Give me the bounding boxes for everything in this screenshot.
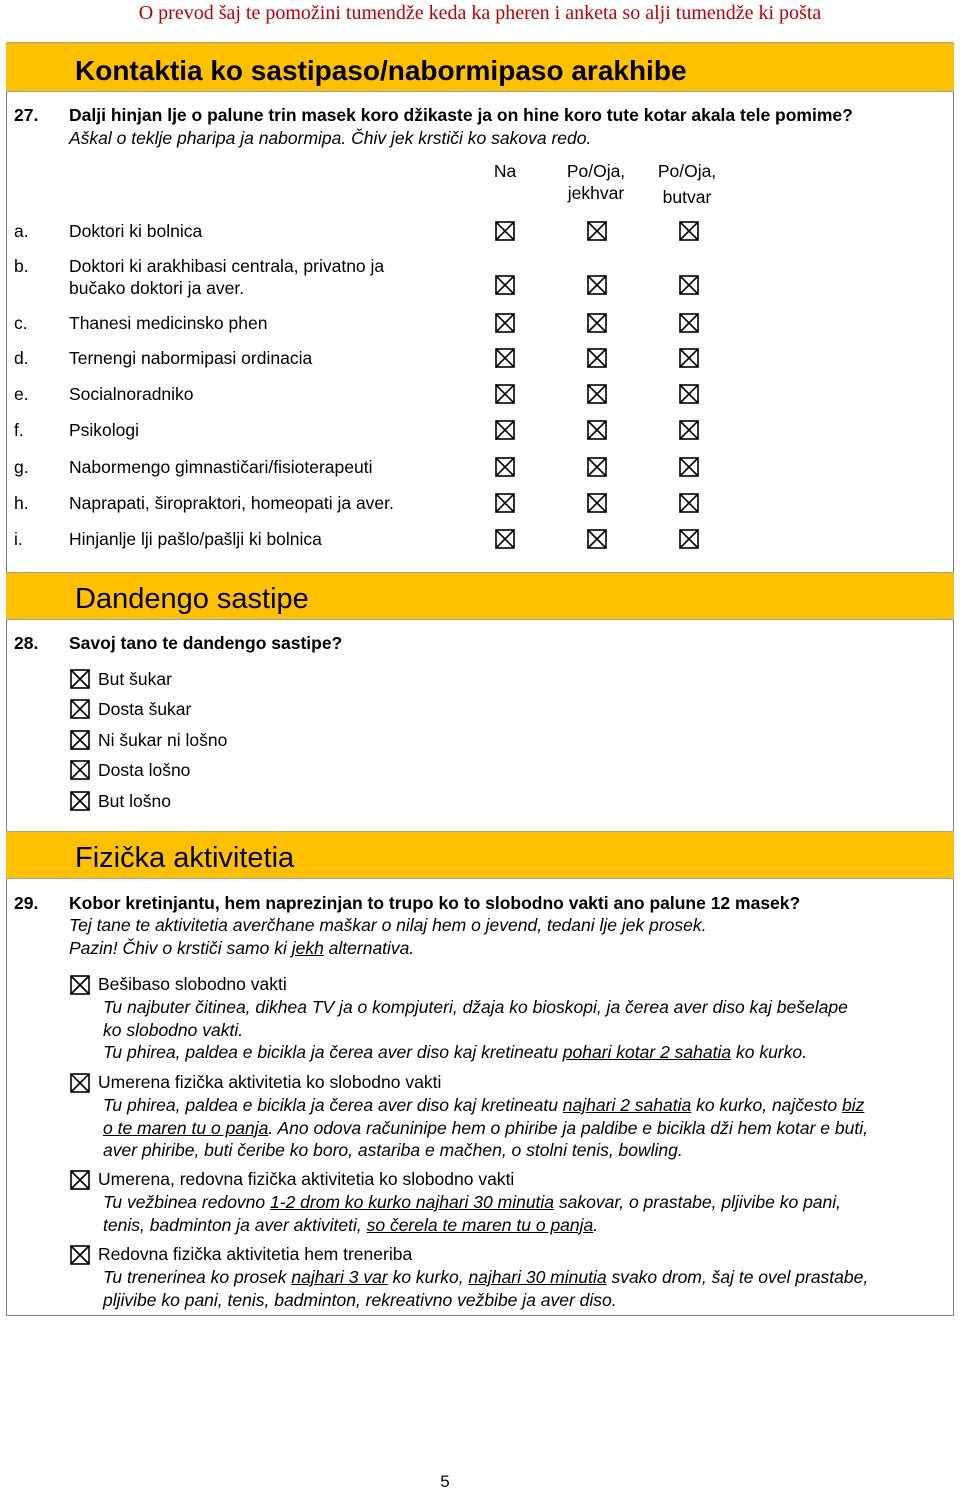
checkbox-often[interactable] [679,221,697,239]
checkbox-often[interactable] [679,457,697,475]
checkbox-na[interactable] [495,275,513,293]
checkbox-often[interactable] [679,420,697,438]
dental-option-checkbox[interactable] [70,669,88,687]
row-label: Thanesi medicinsko phen [69,313,268,333]
checkbox-na[interactable] [495,420,513,438]
checkbox-often[interactable] [679,529,697,547]
checkbox-once[interactable] [587,529,605,547]
dental-option-label: Dosta šukar [98,699,192,719]
checkbox-once[interactable] [587,275,605,293]
row-label: Nabormengo gimnastičari/fisioterapeuti [69,457,373,477]
question-29-number: 29. [14,893,39,913]
checkbox-often[interactable] [679,275,697,293]
option-sedentary-label: Bešibaso slobodno vakti [98,974,287,994]
row-label: Hinjanlje lji pašlo/pašlji ki bolnica [69,529,322,549]
dental-option-label: But lošno [98,791,171,811]
page-number: 5 [440,1472,450,1491]
row-label: Socialnoradniko [69,384,194,404]
checkbox-na[interactable] [495,221,513,239]
checkbox-once[interactable] [587,420,605,438]
question-29-instruction-1: Tej tane te aktivitetia averčhane maškar o nilaj hem o jevend, tedani lje jek prosek. [69,915,707,935]
checkbox-na[interactable] [495,313,513,331]
option-moderate-regular-description: Tu vežbinea redovno 1-2 drom ko kurko najhari 30 minutia sakovar, o prastabe, pljivibe ko pani, tenis, badminton ja aver aktiviteti, so čerela te maren tu o panja. [103,1192,842,1235]
section-band-contacts [6,42,954,92]
question-29-text: Kobor kretinjantu, hem naprezinjan to trupo ko to slobodno vakti ano palune 12 masek? [69,893,801,913]
question-27-number: 27. [14,105,39,125]
checkbox-na[interactable] [495,384,513,402]
row-letter: c. [14,313,28,333]
row-letter: h. [14,493,29,513]
option-moderate-regular-label: Umerena, redovna fizička aktivitetia ko slobodno vakti [98,1169,515,1189]
option-moderate-description: Tu phirea, paldea e bicikla ja čerea aver diso kaj kretineatu najhari 2 sahatia ko kurko, najčesto biz o te maren tu o panja. Ano odova računinipe hem o phiribe ja paldibe e bicikla dži hem kotar e buti, aver phiribe, buti čeribe ko boro, astariba e mačhen, o stolni tenis, bowling. [103,1095,868,1160]
column-header-na: Na [493,161,517,181]
column-header-once: Po/Oja, jekhvar [566,161,626,203]
section-title-contacts: Kontaktia ko sastipaso/nabormipaso arakhibe [75,55,687,86]
row-letter: d. [14,348,29,368]
checkbox-often[interactable] [679,348,697,366]
section-band-activity [6,831,954,879]
row-label: Psikologi [69,420,140,440]
row-label: Ternengi nabormipasi ordinacia [69,348,313,368]
column-header-often: Po/Oja, butvar [657,161,717,207]
checkbox-often[interactable] [679,493,697,511]
checkbox-na[interactable] [495,348,513,366]
checkbox-na[interactable] [495,529,513,547]
row-letter: g. [14,457,29,477]
row-label-continued: bučako doktori ja aver. [69,278,245,298]
dental-option-checkbox[interactable] [70,730,88,748]
checkbox-once[interactable] [587,313,605,331]
option-sedentary-description: Tu najbuter čitinea, dikhea TV ja o kompjuteri, džaja ko bioskopi, ja čerea aver diso kaj bešelape ko slobodno vakti. Tu phirea, paldea e bicikla ja čerea aver diso kaj kretineatu pohari kotar 2 sahatia ko kurko. [103,997,848,1062]
dental-option-checkbox[interactable] [70,699,88,717]
option-regular-training-label: Redovna fizička aktivitetia hem treneriba [98,1244,413,1264]
checkbox-once[interactable] [587,221,605,239]
question-27-instruction: Aškal o teklje pharipa ja nabormipa. Čhiv jek krstiči ko sakova redo. [69,128,592,148]
row-label: Doktori ki bolnica [69,221,203,241]
section-band-teeth [6,572,954,620]
checkbox-once[interactable] [587,384,605,402]
question-27-text: Dalji hinjan lje o palune trin masek koro džikaste ja on hine koro tute kotar akala tele pomime? [69,105,853,125]
row-letter: f. [14,420,24,440]
option-moderate-label: Umerena fizička aktivitetia ko slobodno vakti [98,1072,442,1092]
checkbox-na[interactable] [495,457,513,475]
page-header: O prevod šaj te pomožini tumendže keda ka pheren i anketa so alji tumendže ki pošta [138,2,822,24]
section-title-activity: Fizička aktivitetia [75,842,295,874]
option-moderate-regular-checkbox[interactable] [70,1170,88,1188]
row-label: Naprapati, širopraktori, homeopati ja aver. [69,493,394,513]
question-28-text: Savoj tano te dandengo sastipe? [69,633,343,653]
checkbox-often[interactable] [679,313,697,331]
dental-option-label: But šukar [98,669,172,689]
checkbox-often[interactable] [679,384,697,402]
row-letter: e. [14,384,29,404]
checkbox-na[interactable] [495,493,513,511]
row-letter: i. [14,529,23,549]
option-regular-training-description: Tu trenerinea ko prosek najhari 3 var ko kurko, najhari 30 minutia svako drom, šaj te ovel prastabe, pljivibe ko pani, tenis, badminton, rekreativno vežbibe ja aver diso. [103,1267,869,1310]
checkbox-once[interactable] [587,457,605,475]
row-letter: b. [14,256,29,276]
dental-option-checkbox[interactable] [70,760,88,778]
option-sedentary-checkbox[interactable] [70,975,88,993]
option-moderate-checkbox[interactable] [70,1073,88,1091]
row-letter: a. [14,221,29,241]
checkbox-once[interactable] [587,493,605,511]
section-title-teeth: Dandengo sastipe [75,583,309,615]
question-28-number: 28. [14,633,39,653]
row-label: Doktori ki arakhibasi centrala, privatno ja [69,256,385,276]
question-29-instruction-2: Pazin! Čhiv o krstiči samo ki jekh alternativa. [69,938,415,958]
dental-option-label: Dosta lošno [98,760,191,780]
dental-option-checkbox[interactable] [70,791,88,809]
dental-option-label: Ni šukar ni lošno [98,730,228,750]
option-regular-training-checkbox[interactable] [70,1245,88,1263]
checkbox-once[interactable] [587,348,605,366]
